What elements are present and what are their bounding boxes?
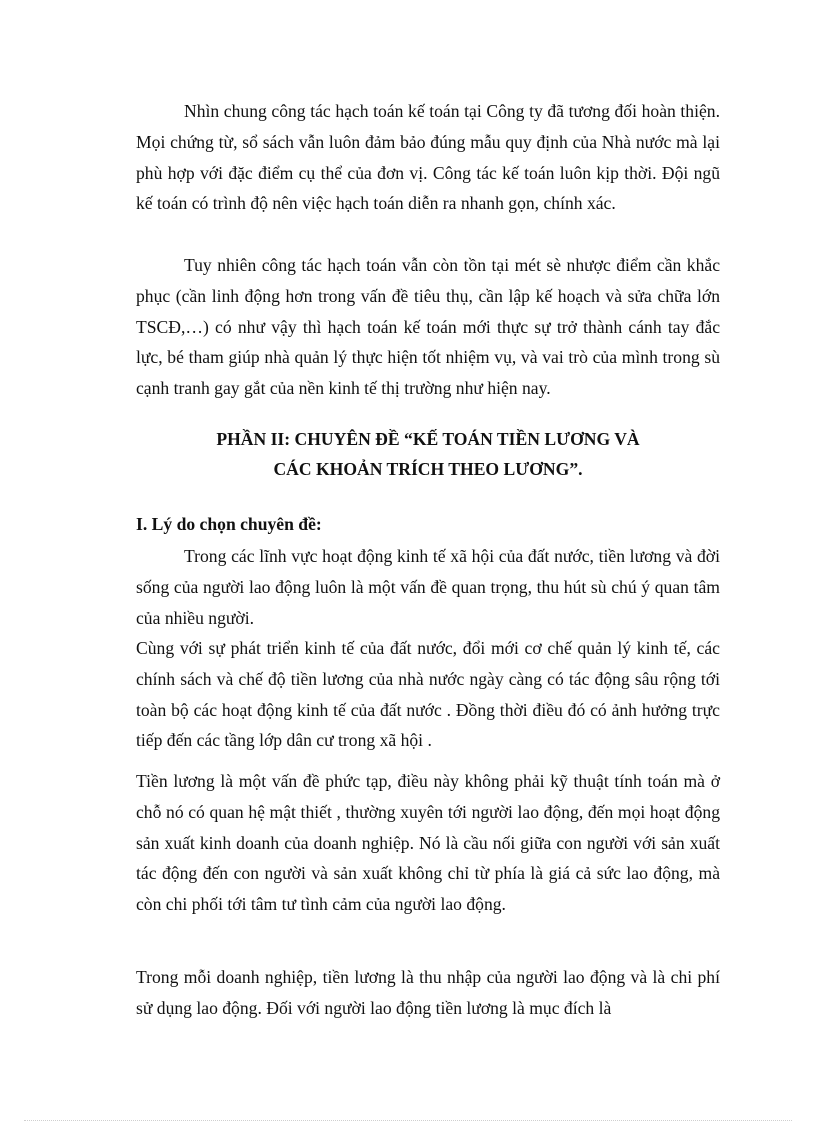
paragraph-economic-development: Cùng với sự phát triển kinh tế của đất nước, đổi mới cơ chế quản lý kinh tế, các chính sách và chế độ tiền lương của nhà nước ngày càng có tác động sâu rộng tới toàn bộ các hoạt động kinh tế của đất nước . Đồng thời điều đó có ảnh hưởng trực tiếp đến các tầng lớp dân cư trong xã hội . xyxy=(136,638,720,751)
paragraph-salary-income: Trong mỗi doanh nghiệp, tiền lương là thu nhập của người lao động và là chi phí sử dụng lao động. Đối với người lao động tiền lương là mục đích là xyxy=(136,967,720,1018)
paragraph-reason-intro: Trong các lĩnh vực hoạt động kinh tế xã hội của đất nước, tiền lương và đời sống của người lao động luôn là một vấn đề quan trọng, thu hút sù chú ý quan tâm của nhiều người. xyxy=(136,546,720,628)
page-bottom-rule xyxy=(24,1120,792,1121)
part-heading xyxy=(136,424,720,484)
paragraph-salary-complexity: Tiền lương là một vấn đề phức tạp, điều này không phải kỹ thuật tính toán mà ở chỗ nó có quan hệ mật thiết , thường xuyên tới người lao động, đến mọi hoạt động sản xuất kinh doanh của doanh nghiệp. Nó là cầu nối giữa con người với sản xuất tác động đến con người và sản xuất không chỉ từ phía là giá cả sức lao động, mà còn chi phối tới tâm tư tình cảm của người lao động. xyxy=(136,771,720,915)
part-heading-line-2: CÁC KHOẢN TRÍCH THEO LƯƠNG”. xyxy=(273,459,583,479)
paragraph-limitations: Tuy nhiên công tác hạch toán vẫn còn tồn tại mét sè nhược điểm cần khắc phục (cần linh động hơn trong vấn đề tiêu thụ, cần lập kế hoạch và sửa chữa lớn TSCĐ,…) có như vậy thì hạch toán kế toán mới thực sự trở thành cánh tay đắc lực, bé tham giúp nhà quản lý thực hiện tốt nhiệm vụ, và vai trò của mình trong sù cạnh tranh gay gắt của nền kinh tế thị trường như hiện nay. xyxy=(136,255,720,399)
paragraph-summary: Nhìn chung công tác hạch toán kế toán tại Công ty đã tương đối hoàn thiện. Mọi chứng từ, sổ sách vẫn luôn đảm bảo đúng mẫu quy định của Nhà nước mà lại phù hợp với đặc điểm cụ thể của đơn vị. Công tác kế toán luôn kịp thời. Đội ngũ kế toán có trình độ nên việc hạch toán diễn ra nhanh gọn, chính xác. xyxy=(136,101,720,214)
section-heading: I. Lý do chọn chuyên đề: xyxy=(136,514,322,534)
part-heading-line-1: PHẦN II: CHUYÊN ĐỀ “KẾ TOÁN TIỀN LƯƠNG VÀ xyxy=(216,429,640,449)
